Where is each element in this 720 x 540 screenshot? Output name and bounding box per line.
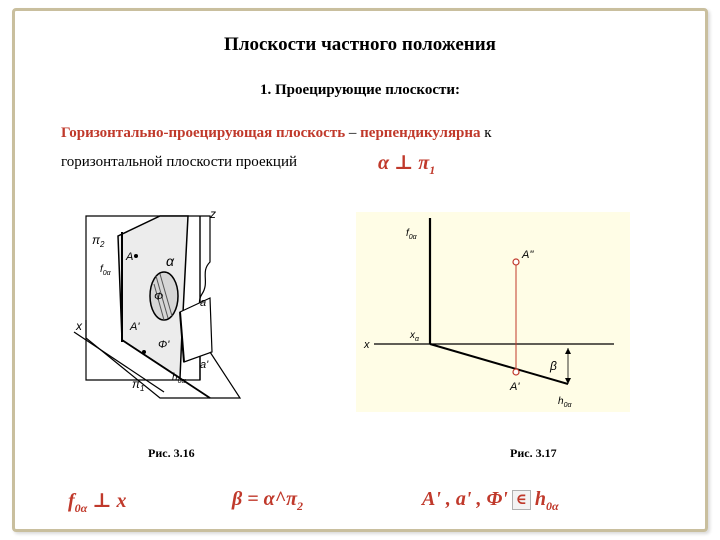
formula-points-in-h0a [422,488,559,514]
label-f0a: $f_{0\alpha}$ [406,228,417,241]
label-a: a [200,297,207,309]
point-A [134,254,138,258]
definition-term: Горизонтально-проецирующая плоскость [61,125,346,141]
formula-points-text: A' , a' , Φ' [422,488,508,510]
label-x: x [364,339,370,351]
formula-f-main: f [68,490,75,512]
label-A-prime: A' [130,321,140,333]
formula-alpha: α [378,152,390,174]
label-A2: A'' [522,249,534,261]
formula-pi: π [418,152,430,174]
definition-line-1 [61,125,492,142]
label-pi1: $\pi_1$ [132,377,145,393]
label-a-prime: a' [200,359,209,371]
formula-beta [232,488,303,514]
point-A2 [513,259,519,265]
label-Phi-prime: Φ' [158,339,170,351]
figure-3-16 [60,202,272,414]
label-z: z [210,207,216,221]
beta-arrow-top [565,348,571,354]
label-beta: β [550,359,557,373]
formula-beta-sub: 2 [297,499,304,513]
slide-subtitle: 1. Проецирующие плоскости: [259,82,461,98]
formula-f-rest: ⊥ x [87,490,127,512]
formula-h: h [534,488,547,510]
caption-fig-3-16: Рис. 3.16 [148,446,195,460]
label-A1: A' [510,381,520,393]
figure-3-17 [356,212,630,412]
formula-perp: ⊥ [389,152,419,174]
label-alpha: α [166,253,174,269]
formula-pi-sub: 1 [429,163,436,177]
slide-title: Плоскости частного положения [224,34,496,55]
label-A: A [126,251,134,263]
element-of-symbol: ∈ [512,490,531,510]
caption-fig-3-17: Рис. 3.17 [510,446,557,460]
definition-relation: перпендикулярна [360,125,481,141]
definition-line-2: горизонтальной плоскости проекций [61,154,298,170]
perpendicularity-formula [378,150,435,178]
label-Phi: Φ [154,291,164,303]
label-f0a: $f_{0\alpha}$ [100,264,111,277]
definition-dash: – [345,125,361,141]
label-x: x [76,319,82,333]
figure-3-17-drawing [356,212,630,412]
formula-f-sub: 0α [74,501,88,515]
label-xa: $x_\alpha$ [410,330,419,343]
point-a-prime [142,350,146,354]
figure-3-16-drawing [60,202,272,414]
definition-to: к [480,125,492,141]
h0a-trace [430,344,568,384]
formula-beta-text: β = α^π [232,488,298,510]
formula-f0a-perp-x [68,488,127,516]
point-A1 [513,369,519,375]
formula-h-sub: 0α [546,499,559,513]
label-pi2: $\pi_2$ [92,233,105,249]
label-h0a: $h_{0\alpha}$ [558,396,572,409]
label-h0a: $h_{0\alpha}$ [172,372,186,385]
